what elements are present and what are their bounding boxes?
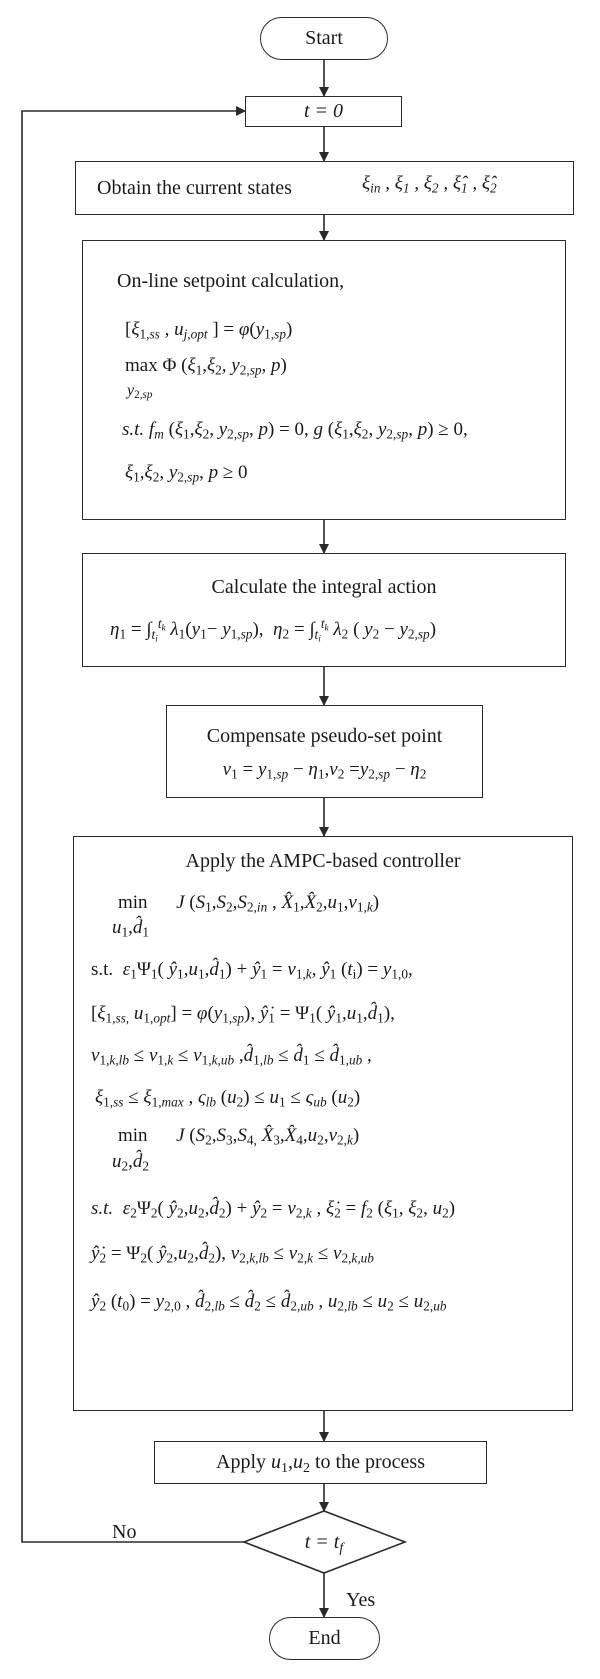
ampc-line-3: s.t. $\varepsilon_1\Psi_1$( $ŷ_1,u_1,d̂_1$) + $ŷ_1 = v_{1,k}$, $ŷ_1$ $(t_i) = y_{1,0}$, <box>91 959 413 982</box>
setpoint-line-1: [$\xi_{1,ss}$ , $u_{j,opt}$ ] = $\varphi(y_{1,sp})$ <box>125 319 293 342</box>
compensate-formula: $v_1 = y_{1,sp} - \eta_1,v_2 =y_{2,sp} - \eta_2$ <box>222 759 427 782</box>
ampc-line-6: $\xi_{1,ss} \le \xi_{1,max}$ , $\varsigma_{lb}$ $(u_2) \le u_1 \le \varsigma_{ub}$ $(u_2)$ <box>95 1087 361 1110</box>
decision-label: $t = t_f$ <box>304 1531 344 1556</box>
ampc-title: Apply the AMPC-based controller <box>185 850 461 872</box>
ampc-line-8: $u_2,d̂_2$ <box>112 1151 150 1174</box>
compensate-title: Compensate pseudo-set point <box>206 725 443 747</box>
setpoint-line-5: $\xi_1,\xi_2$, $y_{2,sp}$, p ≥ 0 <box>125 462 248 485</box>
end-label: End <box>308 1627 341 1649</box>
ampc-line-4: [$\xi_{1,ss,}$ $u_{1,opt}] = \varphi(y_{1,sp})$, $ŷ̇_1 = \Psi_1$( $ŷ_1,u_1,d̂_1$), <box>91 1003 395 1026</box>
ampc-line-2: $u_1,d̂_1$ <box>112 917 150 940</box>
obtain-states-label: Obtain the current states <box>97 177 292 199</box>
setpoint-title: On-line setpoint calculation, <box>117 270 345 292</box>
integral-box <box>82 553 566 667</box>
setpoint-line-4: s.t. $f_m$ ($\xi_1,\xi_2$, $y_{2,sp}$, p) = 0, g ($\xi_1,\xi_2$, $y_{2,sp}$, p) ≥ 0, <box>122 419 468 442</box>
edge-label-no: No <box>112 1521 137 1543</box>
setpoint-line-2: max Φ ($\xi_1,\xi_2$, $y_{2,sp}$, p) <box>125 355 287 378</box>
init-label: t = 0 <box>303 100 344 122</box>
ampc-line-7: min J ($S_2,S_3,S_{4,}$ $X̂_3,X̂_4,u_2,v_{2,k}$) <box>118 1125 360 1148</box>
ampc-line-11: $ŷ_2$ $(t_0) = y_{2,0}$ , $d̂_{2,lb}$ ≤ $d̂_2$ ≤ $d̂_{2,ub}$ , $u_{2,lb} \le u_2 \le u_{2,ub}$ <box>91 1291 447 1314</box>
ampc-line-5: $v_{1,k,lb} \le v_{1,k} \le v_{1,k,ub}$ $,d̂_{1,lb}$ ≤ $d̂_1$ ≤ $d̂_{1,ub}$ , <box>91 1045 372 1068</box>
compensate-box <box>166 705 483 798</box>
integral-title: Calculate the integral action <box>211 576 437 598</box>
ampc-line-10: $ŷ̇_2 = \Psi_2$( $ŷ_2,u_2,d̂_2$), $v_{2,k,lb} \le v_{2,k} \le v_{2,k,ub}$ <box>91 1243 374 1266</box>
setpoint-line-3: $y_{2,sp}$ <box>127 382 153 402</box>
state-variables: $\xi_{in}$ , $\xi_1$ , $\xi_2$ , $\xî_1$ , $\xî_2$ <box>362 173 497 196</box>
start-label: Start <box>305 27 343 49</box>
ampc-line-1: min J ($S_1,S_2,S_{2,in}$ , $X̂_1,X̂_2,u_1,v_{1,k}$) <box>118 892 380 915</box>
apply-label: Apply $u_1,u_2$ to the process <box>216 1451 425 1476</box>
integral-formula: $\eta_1 = \int_{t_i}^{t_k}$ $\lambda_1(y_1- y_{1,sp})$, $\eta_2 = \int_{t_i}^{t_k}$ $\lambda_2$ ( $y_2 - y_{2,sp}$) <box>110 616 437 645</box>
edge-label-yes: Yes <box>346 1589 376 1611</box>
ampc-line-9: s.t. $\varepsilon_2\Psi_2$( $ŷ_2,u_2,d̂_2$) + $ŷ_2 = v_{2,k}$ , $\xi̇_2 = f_2$ ($\xi_1$, $\xi_2$, $u_2$) <box>91 1198 456 1221</box>
